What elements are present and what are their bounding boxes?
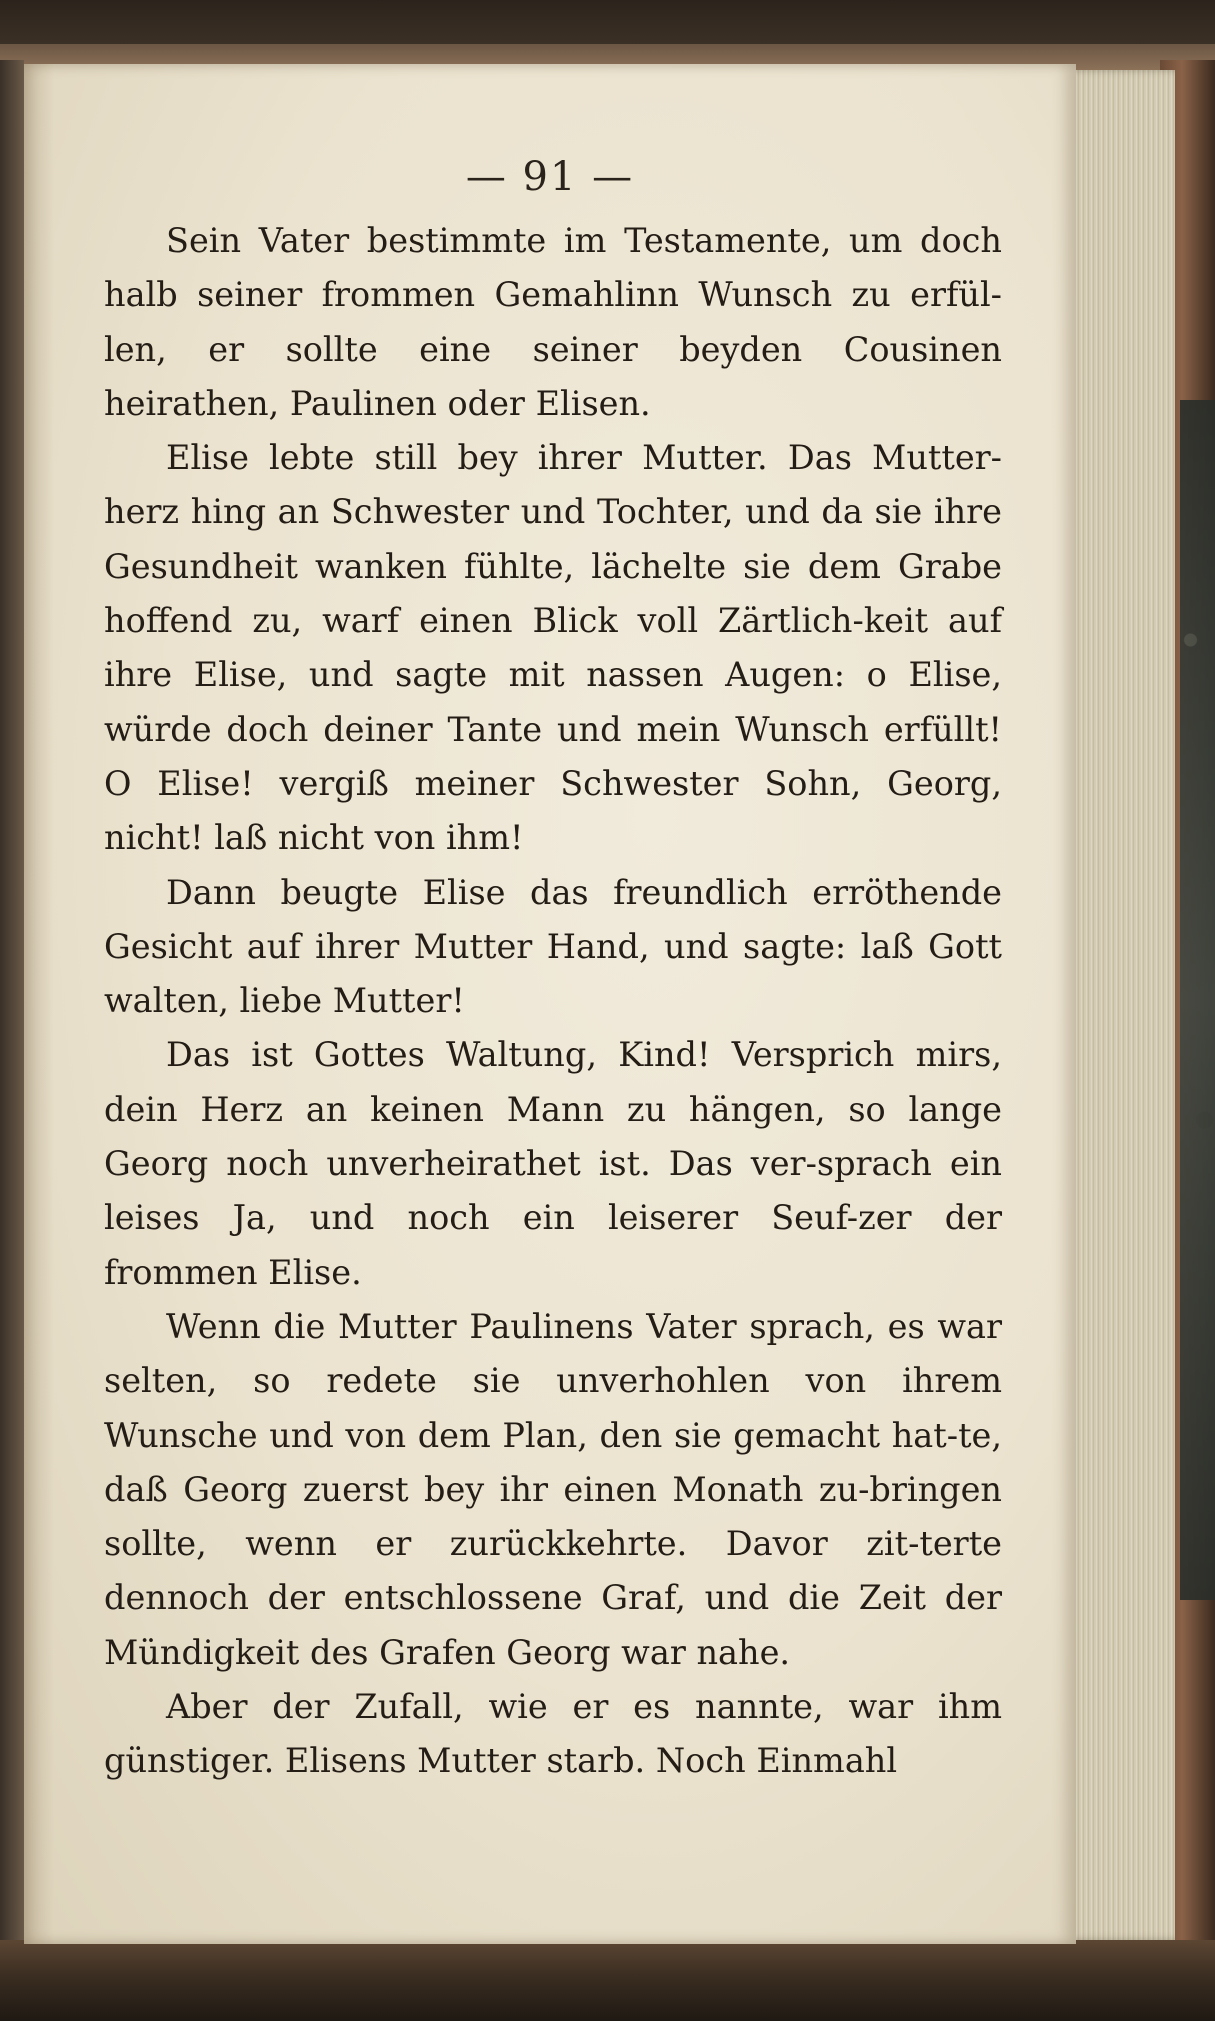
book-page <box>24 64 1076 1944</box>
paragraph: Elise lebte still bey ihrer Mutter. Das Mutter-herz hing an Schwester und Tochter, und da sie ihre Gesundheit wanken fühlte, lächelte sie dem Grabe hoffend zu, warf einen Blick voll Zärtlich-keit auf ihre Elise, und sagte mit nassen Augen: o Elise, würde doch deiner Tante und mein Wunsch erfüllt! O Elise! vergiß meiner Schwester Sohn, Georg, nicht! laß nicht von ihm! <box>104 438 1002 858</box>
book-cover-bottom <box>0 1940 1215 2021</box>
page-number: — 91 — <box>465 154 635 200</box>
paragraph: Dann beugte Elise das freundlich erröthende Gesicht auf ihrer Mutter Hand, und sagte: laß Gott walten, liebe Mutter! <box>104 872 1002 1021</box>
paragraph: Das ist Gottes Waltung, Kind! Versprich mirs, dein Herz an keinen Mann zu hängen, so lange Georg noch unverheirathet ist. Das ver-sprach ein leises Ja, und noch ein leiserer Seuf-zer der frommen Elise. <box>104 1035 1002 1292</box>
paragraph: Aber der Zufall, wie er es nannte, war ihm günstiger. Elisens Mutter starb. Noch Einmahl <box>104 1687 1002 1781</box>
gutter-shadow <box>24 64 54 1944</box>
paragraph: Wenn die Mutter Paulinens Vater sprach, es war selten, so redete sie unverhohlen von ihrem Wunsche und von dem Plan, den sie gemacht hat-te, daß Georg zuerst bey ihr einen Monath zu-bringen sollte, wenn er zurückkehrte. Davor zit-terte dennoch der entschlossene Graf, und die Zeit der Mündigkeit des Grafen Georg war nahe. <box>104 1306 1002 1672</box>
page-body <box>104 214 1002 1789</box>
book-cover-left <box>0 60 24 1950</box>
marbled-board <box>1180 400 1215 1600</box>
paragraph: Sein Vater bestimmte im Testamente, um doch halb seiner frommen Gemahlinn Wunsch zu erfül-len, er sollte eine seiner beyden Cousinen heirathen, Paulinen oder Elisen. <box>104 221 1002 423</box>
page-stack-edge <box>1065 70 1175 1940</box>
